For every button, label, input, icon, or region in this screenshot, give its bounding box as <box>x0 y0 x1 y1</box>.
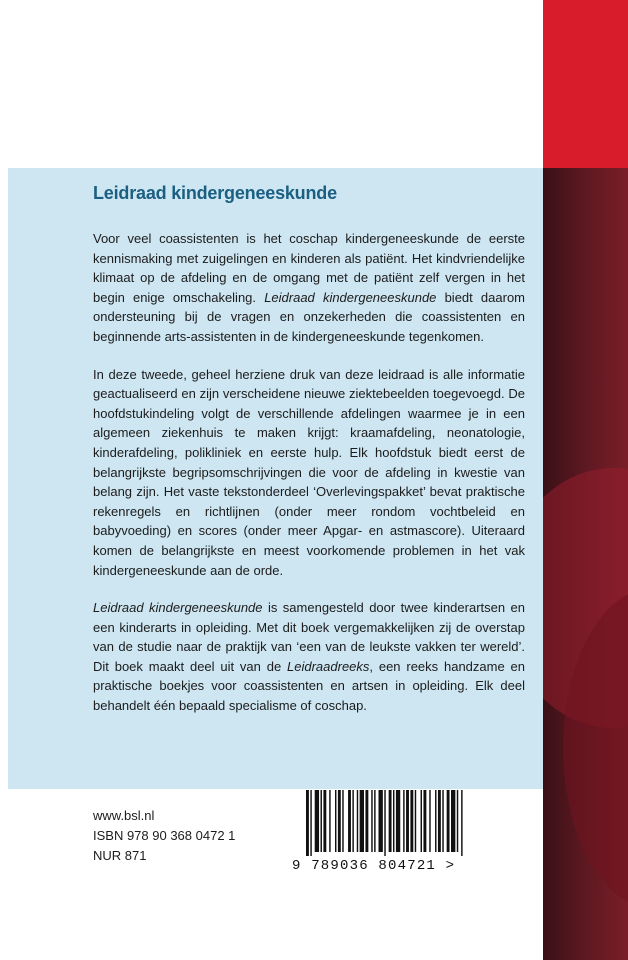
book-title: Leidraad kindergeneeskunde <box>93 183 337 203</box>
barcode-digits: 9 789036 804721 > <box>292 858 456 874</box>
barcode-bar <box>371 790 372 852</box>
barcode-bar <box>374 790 375 852</box>
barcode-bar <box>429 790 430 852</box>
barcode-bar <box>384 790 385 856</box>
barcode-bar <box>447 790 450 852</box>
barcode-bar <box>393 790 394 852</box>
italic-title: Leidraad kindergeneeskunde <box>93 600 263 616</box>
red-accent-band <box>543 0 628 168</box>
barcode-bar <box>335 790 336 852</box>
blurb-text <box>93 229 525 734</box>
dark-red-spine-band <box>543 168 628 960</box>
barcode-bar <box>403 790 404 852</box>
barcode-bar <box>457 790 458 852</box>
barcode-bar <box>338 790 341 852</box>
barcode-bar <box>423 790 426 852</box>
barcode-bar <box>379 790 383 852</box>
barcode-bar <box>410 790 413 852</box>
text-run: , een reeks handzame en praktische boekjes voor coassistenten en artsen in opleiding. Elk deel behandelt één bepaald specialisme of coschap. <box>93 658 525 714</box>
publication-info <box>93 806 293 866</box>
barcode-bar <box>435 790 436 852</box>
blurb-paragraph-2: In deze tweede, geheel herziene druk van deze leidraad is alle informatie geactualiseerd en zijn verscheidene nieuwe ziektebeelden toegevoegd. De hoofdstukindeling volgt de verschillende afdelingen waarmee je in een algemeen ziekenhuis te maken krijgt: kraamafdeling, neonatologie, kinderafdeling, polikliniek en eerste hulp. Elk hoofdstuk biedt eerst de belangrijkste begripsomschrijvingen die voor de afdeling in kwestie van belang zijn. Het vaste tekstonderdeel ‘Overlevingspakket’ bevat praktische rekenregels en richtlijnen (onder meer rondom vochtbeleid en babyvoeding) en scores (onder meer Apgar- en astmascore). Uiteraard komen de belangrijkste en meest voorkomende problemen in het vak kindergeneeskunde aan de orde. <box>93 366 525 578</box>
barcode-bar <box>306 790 309 856</box>
barcode-bar <box>406 790 409 852</box>
barcode-bar <box>357 790 358 852</box>
barcode-bar <box>396 790 400 852</box>
barcode-bars <box>292 790 500 856</box>
barcode-bar <box>342 790 343 852</box>
barcode-bar <box>442 790 443 852</box>
barcode-bar <box>461 790 462 856</box>
barcode-bar <box>421 790 422 852</box>
blurb-paragraph-1 <box>93 229 525 347</box>
barcode-bar <box>352 790 353 852</box>
text-run: Voor veel coassistenten is het coschap kindergeneeskunde de eerste kennismaking met zuigelingen en kinderen als patiënt. Het kindvriendelijke klimaat op de afdeling en de omgang met de patiënt zelf vergen in het begin enige omschakeling. <box>93 231 525 305</box>
barcode-bar <box>415 790 416 852</box>
barcode-bar <box>348 790 351 852</box>
isbn-number: ISBN 978 90 368 0472 1 <box>93 828 236 843</box>
barcode-bar <box>451 790 455 852</box>
italic-title: Leidraad kindergeneeskunde <box>264 289 437 305</box>
blurb-paragraph-3 <box>93 598 525 716</box>
text-run: biedt daarom ondersteuning bij de vragen en onzekerheden die coassistenten en beginnende arts-assistenten in de kindergeneeskunde tegenkomen. <box>93 289 525 344</box>
barcode-bar <box>321 790 322 852</box>
barcode-bar <box>310 790 311 856</box>
barcode-bar <box>360 790 364 852</box>
website-url: www.bsl.nl <box>93 808 155 823</box>
barcode-bar <box>438 790 441 852</box>
italic-series-name: Leidraadreeks <box>287 658 370 674</box>
barcode-bar <box>323 790 326 852</box>
barcode-bar <box>389 790 392 852</box>
text-run: is samengesteld door twee kinderartsen en een kinderarts in opleiding. Met dit boek vergemakkelijken zij de overstap van de studie naar de praktijk van ‘een van de leukste vakken ter wereld’. Dit boek maakt deel uit van de <box>93 600 526 674</box>
barcode-bar <box>315 790 319 852</box>
nur-code: NUR 871 <box>93 848 147 863</box>
barcode-bar <box>329 790 330 852</box>
barcode-bar <box>365 790 368 852</box>
